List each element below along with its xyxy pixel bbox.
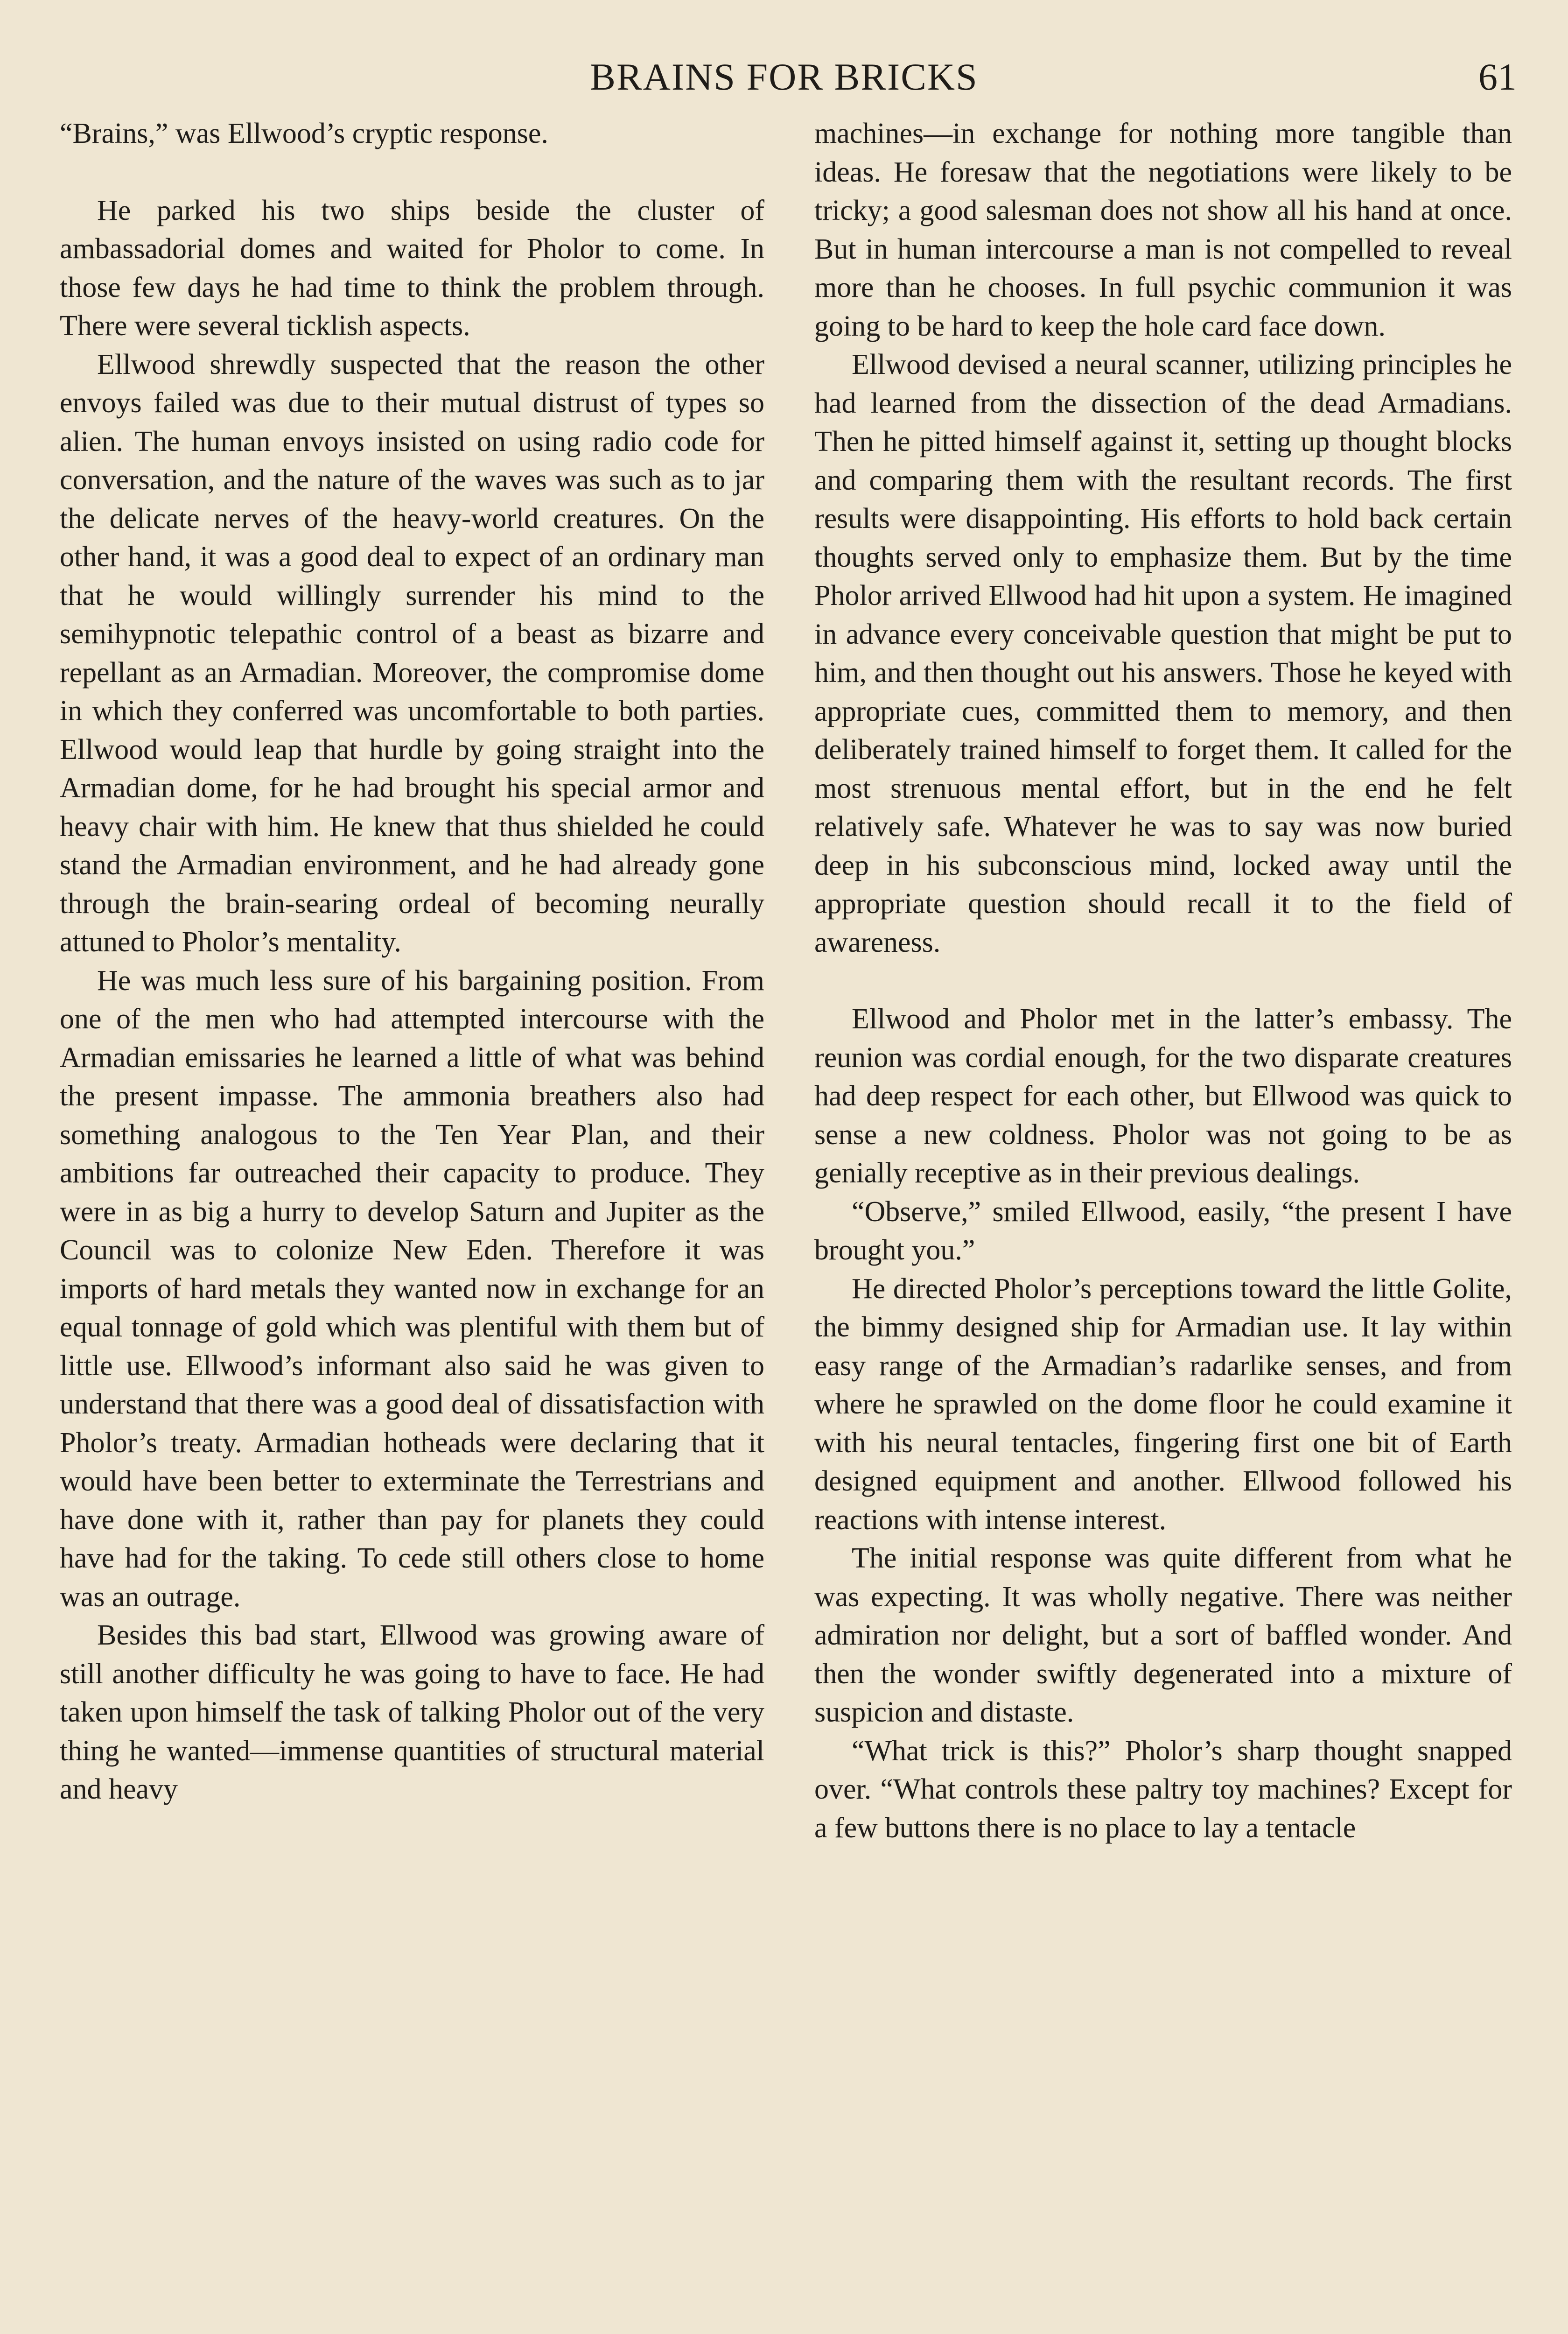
paragraph: machines—in exchange for nothing more tangible than ideas. He foresaw that the negotiations were likely to be tricky; a good salesman does not show all his hand at once. But in human intercourse a man is not compelled to reveal more than he chooses. In full psychic communion it was going to be hard to keep the hole card face down. [814, 118, 1512, 342]
paragraph: Ellwood and Pholor met in the latter’s embassy. The reunion was cordial enough, for the two disparate creatures had deep respect for each other, but Ellwood was quick to sense a new coldness. Pholor was not going to be as genially receptive as in their previous dealings. [814, 1003, 1512, 1189]
paragraph: “Observe,” smiled Ellwood, easily, “the present I have brought you.” [814, 1195, 1512, 1266]
right-column [814, 114, 1512, 1847]
running-title: BRAINS FOR BRICKS [590, 56, 978, 98]
paragraph: The initial response was quite different from what he was expecting. It was wholly negative. There was neither admiration nor delight, but a sort of baffled wonder. And then the wonder swiftly degenerated into a mixture of suspicion and distaste. [814, 1542, 1512, 1728]
left-column [60, 114, 764, 1809]
page-header [0, 55, 1568, 106]
page-number: 61 [1478, 56, 1517, 98]
paragraph: He was much less sure of his bargaining position. From one of the men who had attempted intercourse with the Armadian emissaries he learned a little of what was behind the present impasse. The ammonia breathers also had something analogous to the Ten Year Plan, and their ambitions far outreached their capacity to produce. They were in as big a hurry to develop Saturn and Jupiter as the Council was to colonize New Eden. Therefore it was imports of hard metals they wanted now in exchange for an equal tonnage of gold which was plentiful with them but of little use. Ellwood’s informant also said he was given to understand that there was a good deal of dissatisfaction with Pholor’s treaty. Armadian hotheads were declaring that it would have been better to exterminate the Terrestrians and have done with it, rather than pay for planets they could have had for the taking. To cede still others close to home was an outrage. [60, 964, 764, 1613]
paragraph: “What trick is this?” Pholor’s sharp thought snapped over. “What controls these paltry toy machines? Except for a few buttons there is no place to lay a tentacle [814, 1735, 1512, 1844]
paragraph: “Brains,” was Ellwood’s cryptic response. [60, 118, 548, 149]
paragraph: Ellwood shrewdly suspected that the reason the other envoys failed was due to their mutual distrust of types so alien. The human envoys insisted on using radio code for conversation, and the nature of the waves was such as to jar the delicate nerves of the heavy-world creatures. On the other hand, it was a good deal to expect of an ordinary man that he would willingly surrender his mind to the semihypnotic telepathic control of a beast as bizarre and repellant as an Armadian. Moreover, the compromise dome in which they conferred was uncomfortable to both parties. Ellwood would leap that hurdle by going straight into the Armadian dome, for he had brought his special armor and heavy chair with him. He knew that thus shielded he could stand the Armadian environment, and he had already gone through the brain-searing ordeal of becoming neurally attuned to Pholor’s mentality. [60, 348, 764, 958]
paragraph: Ellwood devised a neural scanner, utilizing principles he had learned from the dissection of the dead Armadians. Then he pitted himself against it, setting up thought blocks and comparing them with the resultant records. The first results were disappointing. His efforts to hold back certain thoughts served only to emphasize them. But by the time Pholor arrived Ellwood had hit upon a system. He imagined in advance every conceivable question that might be put to him, and then thought out his answers. Those he keyed with appropriate cues, committed them to memory, and then deliberately trained himself to forget them. It called for the most strenuous mental effort, but in the end he felt relatively safe. Whatever he was to say was now buried deep in his subconscious mind, locked away until the appropriate question should recall it to the field of awareness. [814, 349, 1512, 958]
paragraph: He parked his two ships beside the cluster of ambassadorial domes and waited for Pholor to come. In those few days he had time to think the problem through. There were several ticklish aspects. [60, 194, 764, 342]
paragraph: He directed Pholor’s perceptions toward the little Golite, the bimmy designed ship for Armadian use. It lay within easy range of the Armadian’s radarlike senses, and from where he sprawled on the dome floor he could examine it with his neural tentacles, fingering first one bit of Earth designed equipment and another. Ellwood followed his reactions with intense interest. [814, 1272, 1512, 1536]
paragraph: Besides this bad start, Ellwood was growing aware of still another difficulty he was going to have to face. He had taken upon himself the task of talking Pholor out of the very thing he wanted—immense quantities of structural material and heavy [60, 1619, 764, 1805]
